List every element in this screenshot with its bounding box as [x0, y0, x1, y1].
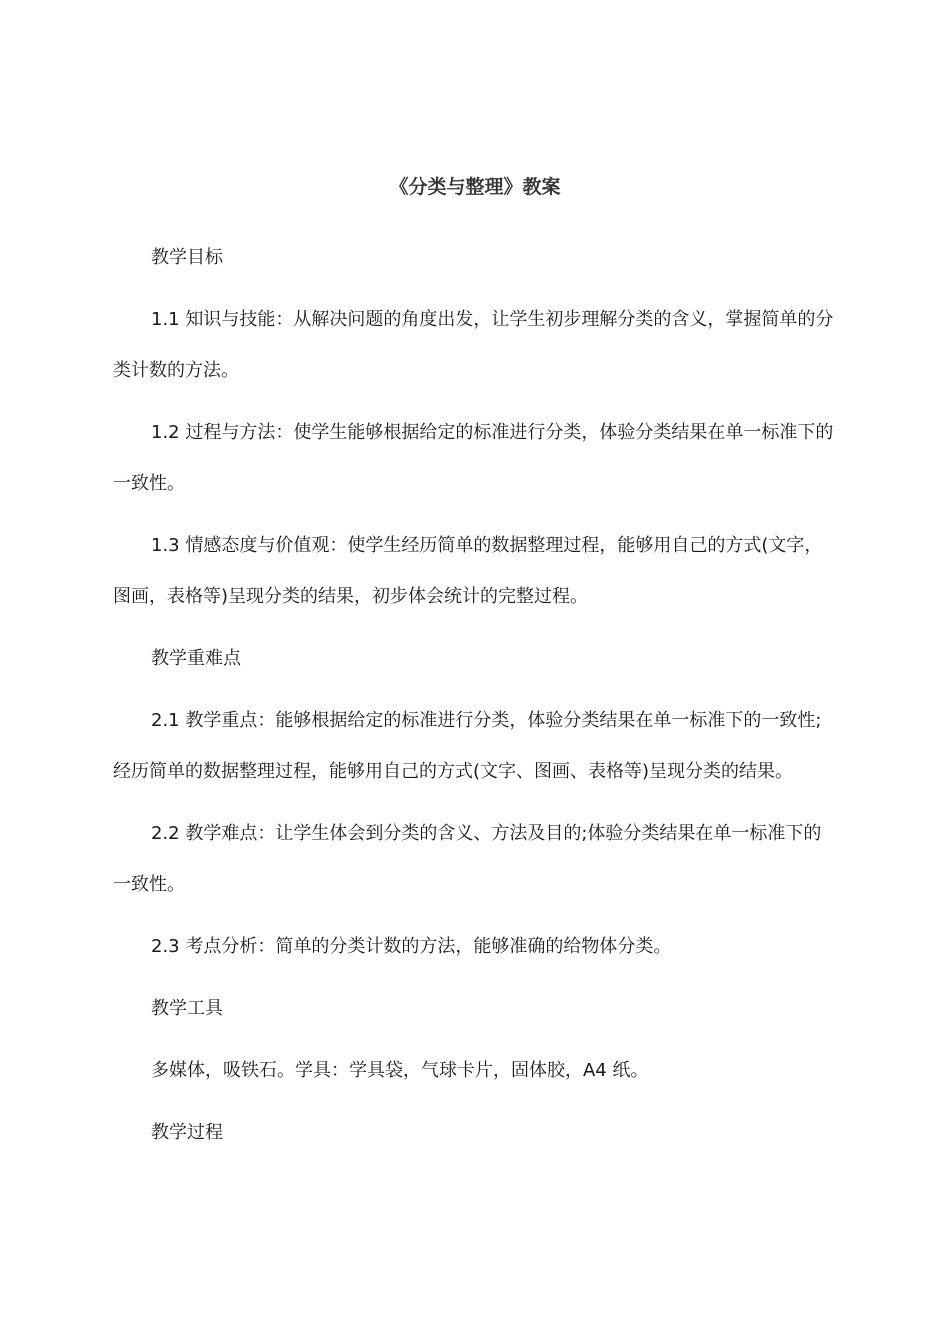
section-heading-key-difficult-points: 教学重难点 — [151, 648, 241, 669]
paragraph-exam-analysis: 2.3 考点分析：简单的分类计数的方法，能够准确的给物体分类。 — [151, 936, 672, 957]
paragraph-key-points: 2.1 教学重点：能够根据给定的标准进行分类，体验分类结果在单一标准下的一致性;经历简单的数据整理过程，能够用自己的方式(文字、图画、表格等)呈现分类的结果。 — [113, 710, 822, 782]
section-heading-objectives: 教学目标 — [151, 247, 223, 268]
document-body — [113, 232, 838, 1169]
paragraph-difficult-points: 2.2 教学难点：让学生体会到分类的含义、方法及目的;体验分类结果在单一标准下的一致性。 — [113, 823, 822, 895]
paragraph-tools-list: 多媒体，吸铁石。学具：学具袋，气球卡片，固体胶，A4 纸。 — [151, 1060, 649, 1081]
document-title: 《分类与整理》教案 — [389, 176, 561, 198]
paragraph-process-methods: 1.2 过程与方法：使学生能够根据给定的标准进行分类，体验分类结果在单一标准下的一致性。 — [113, 422, 834, 494]
section-heading-teaching-process: 教学过程 — [151, 1122, 223, 1143]
paragraph-knowledge-skills: 1.1 知识与技能：从解决问题的角度出发，让学生初步理解分类的含义，掌握简单的分类计数的方法。 — [113, 309, 834, 381]
paragraph-attitudes-values: 1.3 情感态度与价值观：使学生经历简单的数据整理过程，能够用自己的方式(文字，图画，表格等)呈现分类的结果，初步体会统计的完整过程。 — [113, 535, 823, 607]
section-heading-teaching-tools: 教学工具 — [151, 998, 223, 1019]
